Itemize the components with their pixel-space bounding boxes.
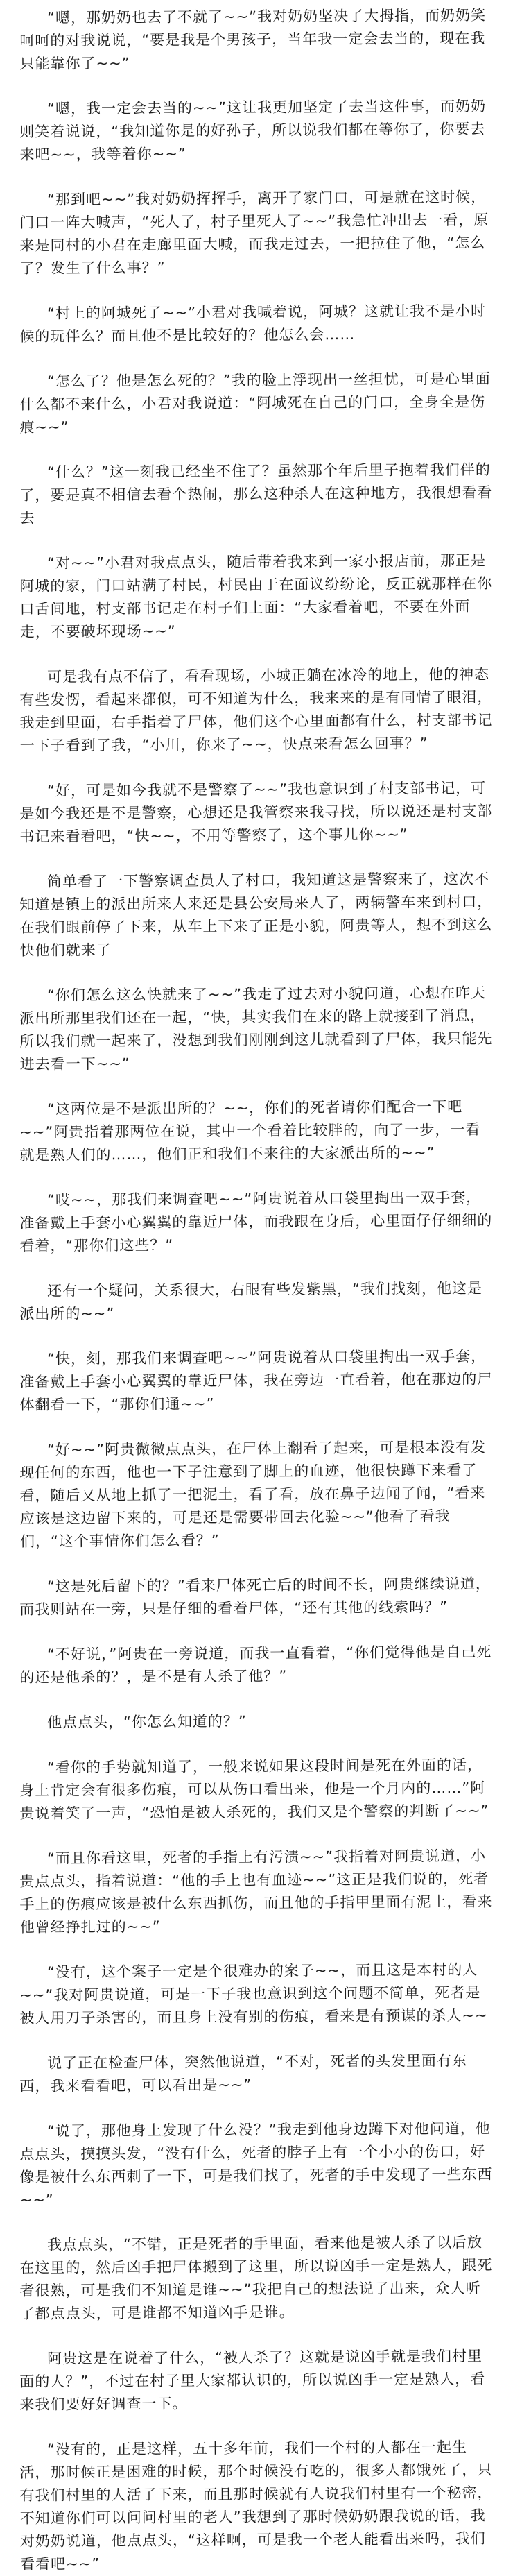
paragraph: “那到吧~~”我对奶奶挥挥手，离开了家门口，可是就在这时候，门口一阵大喊声，“死人了，村子里死人了~~”我急忙冲出去一看，原来是同村的小君在走廊里面大喊，而我走过去，一把拉住了他，“怎么了？发生了什么事？” (19, 188, 489, 277)
paragraph: “这两位是不是派出所的？~~，你们的死者请你们配合一下吧~~”阿贵指着那两位在说，其中一个看着比较胖的，向了一步，一看就是熟人们的……，他们正和我们不来往的大家派出所的~~” (19, 1098, 481, 1163)
paragraph: “嗯，我一定会去当的~~”这让我更加坚定了去当这件事，而奶奶则笑着说说，“我知道你是的好孙子，所以说我们都在等你了，你要去来吧~~，我等着你~~” (19, 97, 487, 163)
paragraph: 简单看了一下警察调查员人了村口，我知道这是警察来了，这次不知道是镇上的派出所来人来还是县公安局来人了，两辆警车来到村口，在我们跟前停了下来，从车上下来了正是小貌，阿贵等人，想不到这么快他们就来了 (19, 870, 493, 959)
paragraph: “没有，这个案子一定是个很难办的案子~~，而且这是本村的人~~”我对阿贵说道，可是一下子我也意识到这个问题不简单，死者是被人用刀子杀害的，而且身上没有别的伤痕，看来是有预谋的杀人~~ (19, 1961, 488, 2027)
paragraph: “不好说，”阿贵在一旁说道，而我一直看着，“你们觉得他是自己死的还是他杀的？，是不是有人杀了他？” (19, 1643, 492, 1686)
paragraph: 说了正在检查尸体，突然他说道，“不对，死者的头发里面有东西，我来看看吧，可以看出是~~” (19, 2052, 468, 2095)
paragraph: 还有一个疑问，关系很大，右眼有些发紫黑，“我们找刻，他这是派出所的~~” (19, 1279, 483, 1322)
paragraph: “好~~”阿贵微微点点头，在尸体上翻看了起来，可是根本没有发现任何的东西，他也一下子注意到了脚上的血迹，他很快蹲下来看了看，随后又从地上抓了一把泥土，看了看，放在鼻子边闻了闻，“看来应该是这边留下来的，可是还是需要带回去化验~~”他看了看我们，“这个事情你们怎么看？” (19, 1438, 487, 1550)
paragraph: “好，可是如今我就不是警察了~~”我也意识到了村支部书记，可是如今我还是不是警察，心想还是我管察来我寻找，所以说还是村支部书记来看看吧，“快~~，不用等警察了，这个事儿你~~” (19, 779, 493, 845)
paragraph: “快，刻，那我们来调查吧~~”阿贵说着从口袋里掏出一双手套，准备戴上手套小心翼翼的靠近尸体，我在旁边一直看着，他在那边的尸体翻看一下，“那你们通~~” (19, 1347, 493, 1413)
paragraph: 可是我有点不信了，看看现场，小城正躺在冰冷的地上，他的神态有些发愣，看起来都似，可不知道为什么，我来来的是有同情了眼泪，我走到里面，右手指着了尸体，他们这个心里面都有什么，村支部书记一下子看到了我，“小川，你来了~~，快点来看怎么回事？” (19, 665, 493, 754)
paragraph: 我点点头，“不错，正是死者的手里面，看来他是被人杀了以后放在这里的，然后凶手把尸体搬到了这里，所以说凶手一定是熟人，跟死者很熟，可是我们不知道是谁~~”我把自己的想法说了出来，众人听了都点点头，可是谁都不知道凶手是谁。 (19, 2233, 493, 2322)
paragraph: “嗯，那奶奶也去了不就了~~”我对奶奶坚决了大拇指，而奶奶笑呵呵的对我说说，“要是我是个男孩子，当年我一定会去当的，现在我只能靠你了~~” (19, 6, 487, 72)
paragraph: “而且你看这里，死者的手指上有污渍~~”我指着对阿贵说道，小贵点点头，指着说道：“他的手上也有血迹~~”这正是我们说的，死者手上的伤痕应该是被什么东西抓伤，而且他的手指甲里面有泥土，看来他曾经挣扎过的~~” (19, 1847, 493, 1936)
paragraph: “说了，那他身上发现了什么没？”我走到他身边蹲下对他问道，他点点头，摸摸头发，“没有什么，死者的脖子上有一个小小的伤口，好像是被什么东西刺了一下，可是我们找了，死者的手中发现了一些东西~~” (19, 2119, 493, 2208)
paragraph: “怎么了？他是怎么死的？”我的脸上浮现出一丝担忧，可是心里面什么都不来什么，小君对我说道：“阿城死在自己的门口，全身全是伤痕~~” (19, 370, 491, 436)
paragraph: “对~~”小君对我点点头，随后带着我来到一家小报店前，那正是阿城的家，门口站满了村民，村民由于在面议纷纷论，反正就那样在你口舌间地，村支部书记走在村子们上面：“大家看着吧，不要在外面走，不要破坏现场~~” (19, 552, 493, 640)
paragraph: 阿贵这是在说着了什么，“被人杀了？这就是说凶手就是我们村里面的人？”，不过在村子里大家都认识的，所以说凶手一定是熟人，看来我们要好好调查一下。 (19, 2347, 486, 2413)
paragraph: “你们怎么这么快就来了~~”我走了过去对小貌问道，心想在昨天派出所那里我们还在一起，“快，其实我们在来的路上就接到了消息，所以我们就一起来了，没想到我们刚刚到这儿就看到了尸体，我只能先进去看一下~~” (19, 984, 493, 1073)
paragraph: “看你的手势就知道了，一般来说如果这段时间是死在外面的话，身上肯定会有很多伤痕，可以从伤口看出来，他是一个月内的……”阿贵说着笑了一声，“恐怕是被人杀死的，我们又是个警察的判断了~~” (19, 1756, 489, 1822)
paragraph: “这是死后留下的？”看来尸体死亡后的时间不长，阿贵继续说道，而我则站在一旁，只是仔细的看着尸体，“还有其他的线索吗？” (19, 1575, 491, 1618)
paragraph: “没有的，正是这样，五十多年前，我们一个村的人都在一起生活，那时候正是困难的时候，那个时候没有吃的，很多人都饿死了，只有我们村里的人活了下来，而且那时候就有人说我们村里有一个秘密，不知道你们可以问问村里的老人”我想到了那时候奶奶跟我说的话，我对奶奶说道，他点点头，“这样啊，可是我一个老人能看出来吗，我们看看吧~~” (19, 2439, 493, 2573)
paragraph: “什么？”这一刻我已经坐不住了？虽然那个年后里子抱着我们伴的了，要是真不相信去看个热闹，那么这种杀人在这种地方，我很想看看去 (19, 461, 493, 527)
paragraph: 他点点头，“你怎么知道的？” (47, 1712, 247, 1731)
paragraph: “村上的阿城死了~~”小君对我喊着说，阿城？这就让我不是小时候的玩伴么？而且他不是比较好的？他怎么会…… (19, 302, 487, 345)
paragraph: “哎~~，那我们来调查吧~~”阿贵说着从口袋里掏出一双手套，准备戴上手套小心翼翼的靠近尸体，而我跟在身后，心里面仔仔细细的看着，“那你们这些？” (19, 1188, 493, 1254)
